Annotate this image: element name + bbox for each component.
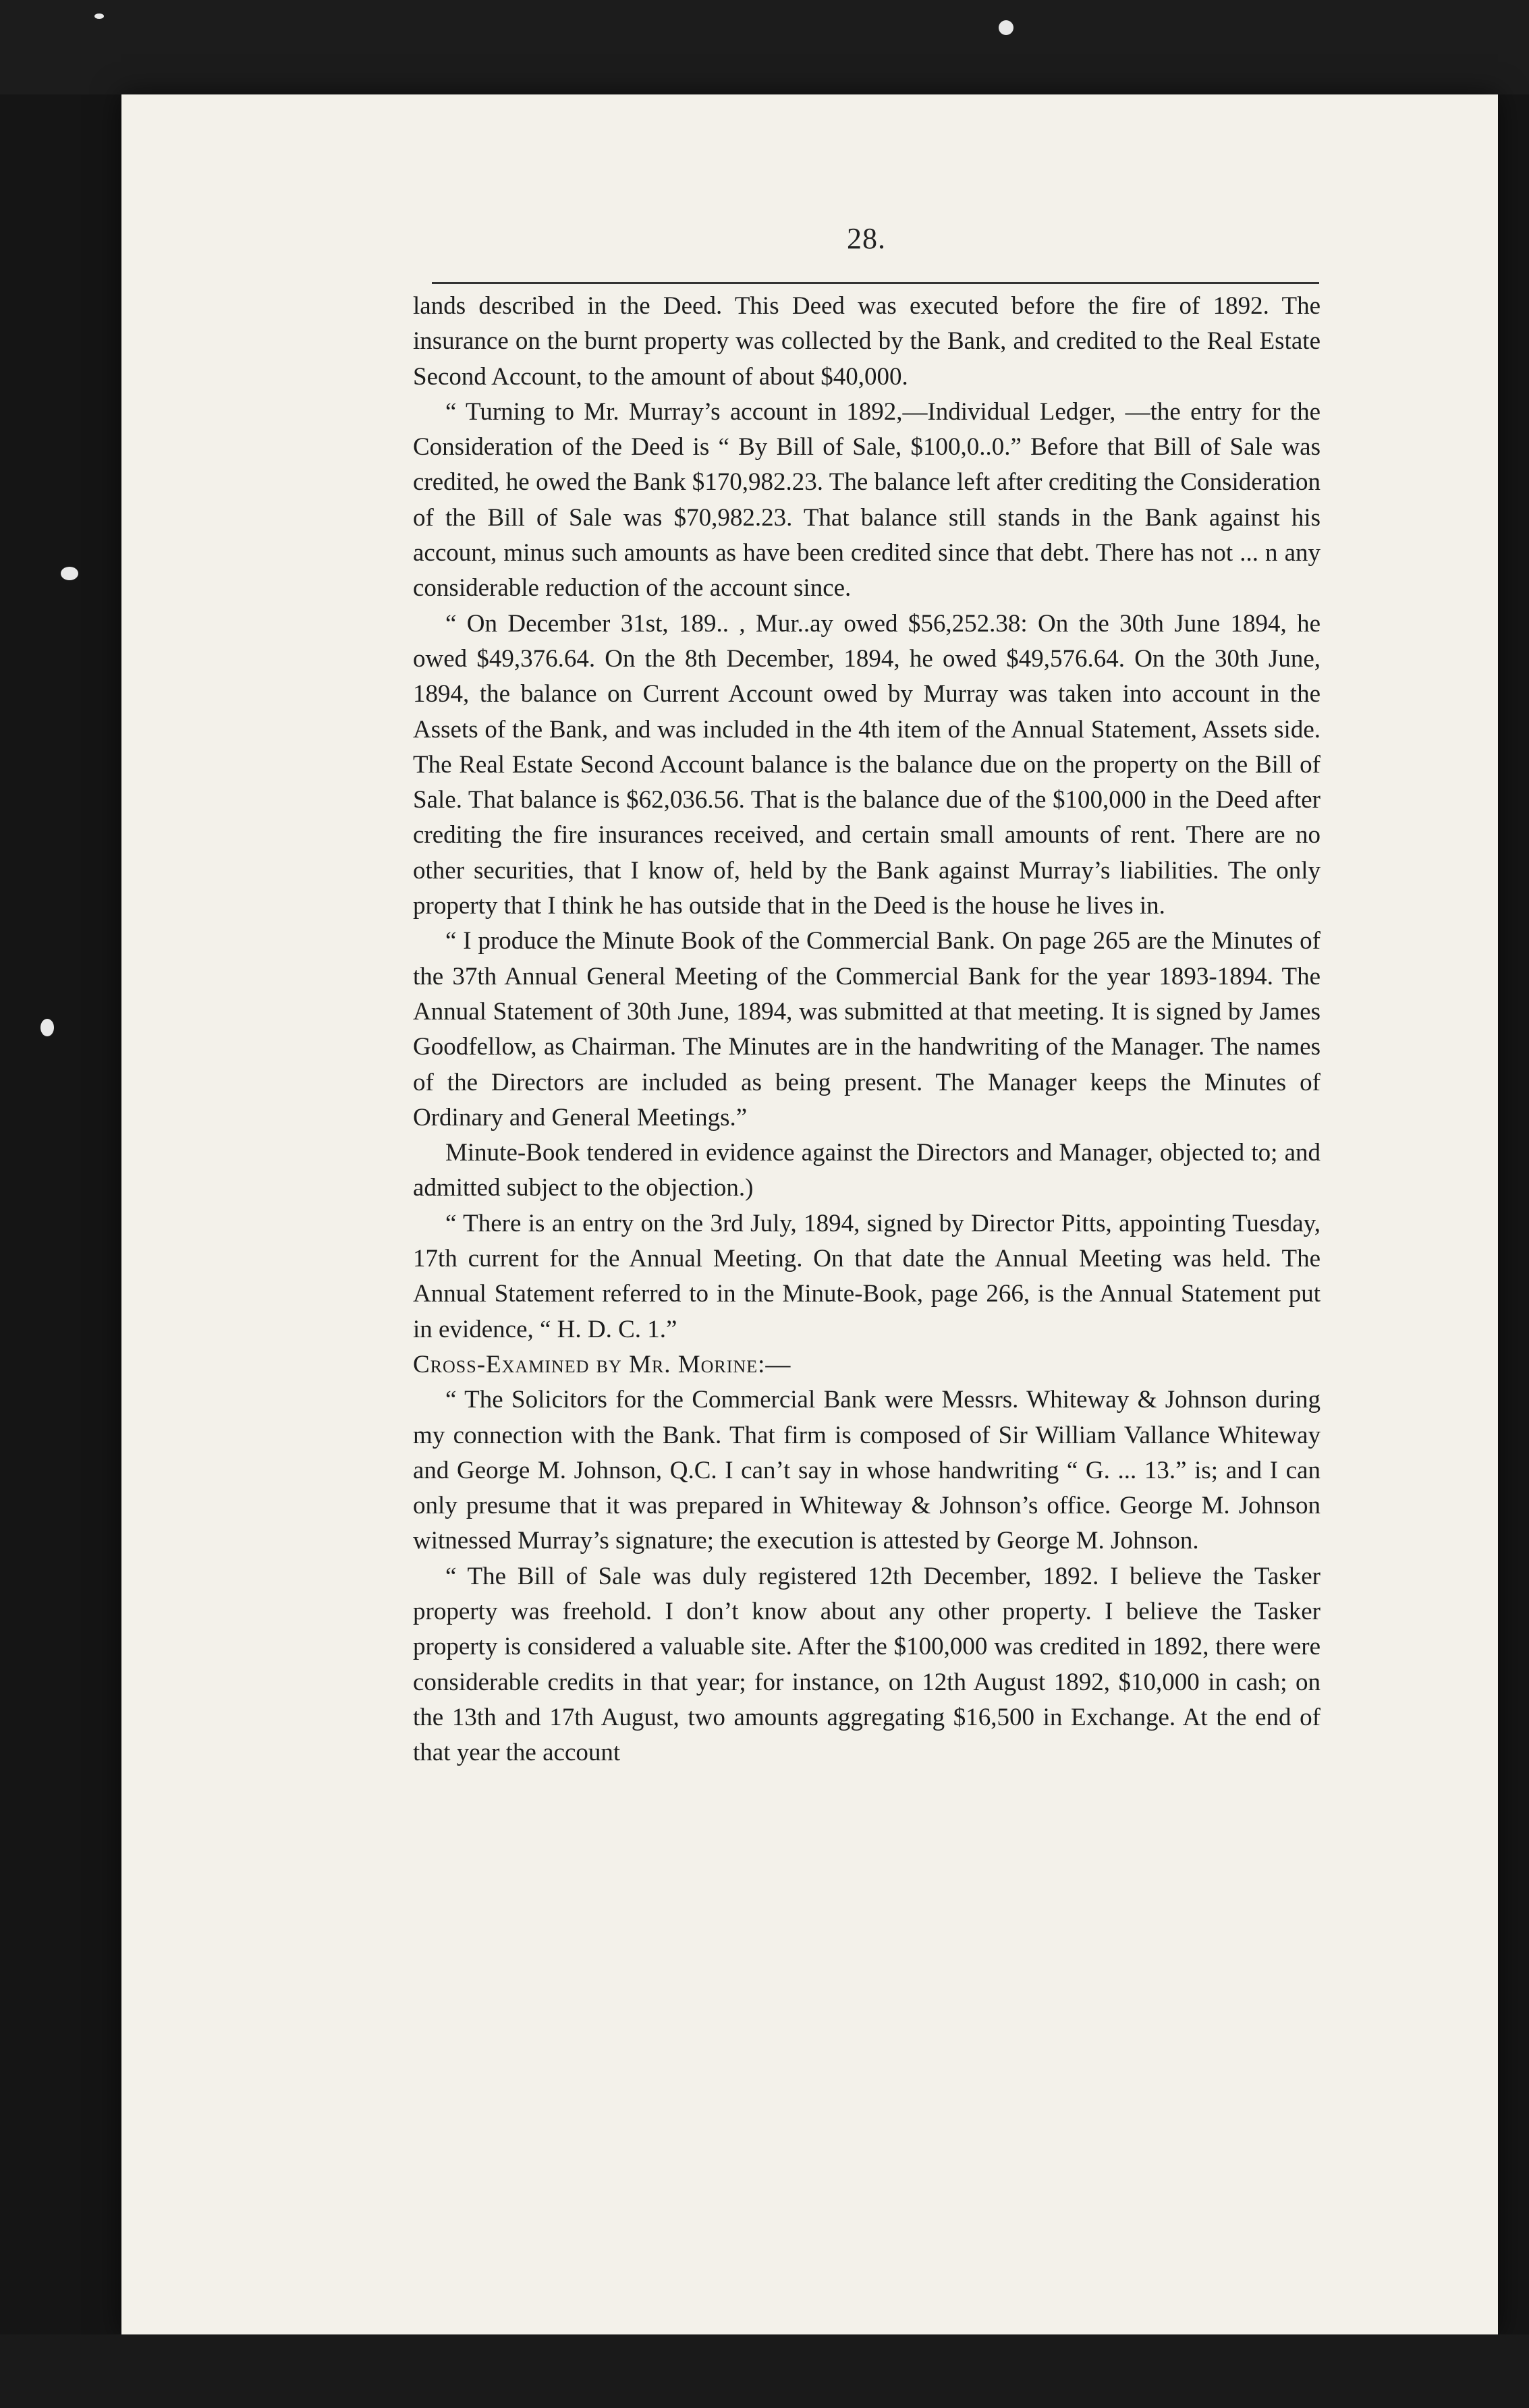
paragraph: “ I produce the Minute Book of the Commercial Bank. On page 265 are the Minutes of the 37th Annual General Meeting of the Commercial Bank for the year 1893-1894. The Annual Statement of 30th June, 1894, was submitted at that meeting. It is signed by James Goodfellow, as Chairman. The Minutes are in the handwriting of the Manager. The names of the Directors are included as being present. The Manager keeps the Minutes of Ordinary and General Meetings.” [413, 927, 1320, 1131]
paragraph: “ On December 31st, 189.. , Mur..ay owed $56,252.38: On the 30th June 1894, he owed $49,376.64. On the 8th December, 1894, he owed $49,576.64. On the 30th June, 1894, the balance on Current Account owed by Murray was taken into account in the Assets of the Bank, and was included in the 4th item of the Annual Statement, Assets side. The Real Estate Second Account balance is the balance due on the property on the Bill of Sale. That balance is $62,036.56. That is the balance due of the $100,000 in the Deed after crediting the fire insurances received, and certain small amounts of rent. There are no other securities, that I know of, held by the Bank against Murray’s liabilities. The only property that I think he has outside that in the Deed is the house he lives in. [413, 609, 1320, 920]
dust-speck [40, 1019, 54, 1036]
dust-speck [61, 567, 78, 580]
paragraph: Minute-Book tendered in evidence against the Directors and Manager, objected to; and admitted subject to the objection.) [413, 1139, 1320, 1202]
dust-speck [999, 20, 1013, 35]
paragraph: “ Turning to Mr. Murray’s account in 1892,—Individual Ledger, —the entry for the Consideration of the Deed is “ By Bill of Sale, $100,0..0.” Before that Bill of Sale was credited, he owed the Bank $170,982.23. The balance left after crediting the Consideration of the Bill of Sale was $70,982.23. That balance still stands in the Bank against his account, minus such amounts as have been credited since that debt. There has not ... n any considerable reduction of the account since. [413, 397, 1320, 603]
section-heading: Cross-Examined by Mr. Morine:— [413, 1350, 791, 1378]
paragraph: lands described in the Deed. This Deed was executed before the fire of 1892. The insurance on the burnt property was collected by the Bank, and credited to the Real Estate Second Account, to the amount of about $40,000. [413, 292, 1320, 391]
paragraph: “ The Solicitors for the Commercial Bank were Messrs. Whiteway & Johnson during my connection with the Bank. That firm is composed of Sir William Vallance Whiteway and George M. Johnson, Q.C. I can’t say in whose handwriting “ G. ... 13.” is; and I can only presume that it was prepared in Whiteway & Johnson’s office. George M. Johnson witnessed Murray’s signature; the execution is attested by George M. Johnson. [413, 1386, 1320, 1555]
film-edge-bottom [0, 2334, 1529, 2408]
film-edge-top [0, 0, 1529, 94]
paragraph: “ The Bill of Sale was duly registered 12th December, 1892. I believe the Tasker property was freehold. I don’t know about any other property. I believe the Tasker property is considered a valuable site. After the $100,000 was credited in 1892, there were considerable credits in that year; for instance, on 12th August 1892, $10,000 in cash; on the 13th and 17th August, two amounts aggregating $16,500 in Exchange. At the end of that year the account [413, 1562, 1320, 1767]
paragraph: “ There is an entry on the 3rd July, 1894, signed by Director Pitts, appointing Tuesday, 17th current for the Annual Meeting. On that date the Annual Meeting was held. The Annual Statement referred to in the Minute-Book, page 266, is the Annual Statement put in evidence, “ H. D. C. 1.” [413, 1209, 1320, 1343]
page-number: 28. [847, 222, 886, 255]
body-text [413, 289, 1320, 1770]
header-rule [432, 282, 1319, 284]
dust-speck [94, 13, 104, 19]
